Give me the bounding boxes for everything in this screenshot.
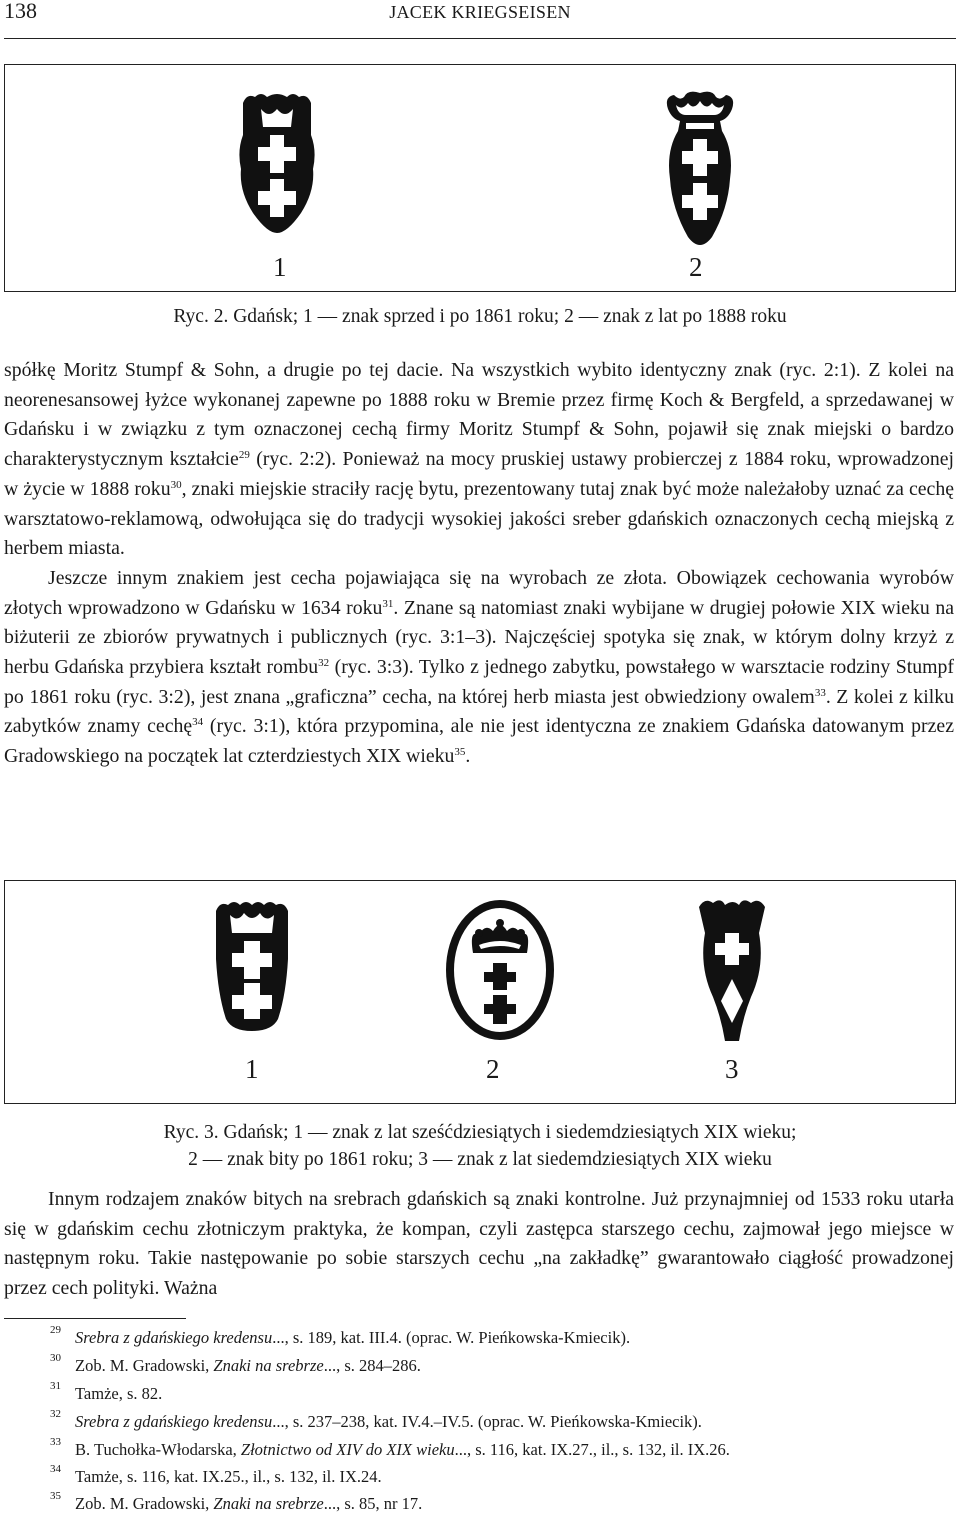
running-header bbox=[4, 0, 956, 39]
running-head-author: JACEK KRIEGSEISEN bbox=[389, 2, 571, 22]
gdansk-hallmark-rhombus-icon bbox=[695, 897, 769, 1045]
figure-3-caption-line-1: Ryc. 3. Gdańsk; 1 — znak z lat sześćdziesiątych i siedemdziesiątych XIX wieku; bbox=[163, 1122, 797, 1143]
footnote-ref-31[interactable]: 31 bbox=[382, 597, 394, 610]
footnote-ref-32[interactable]: 32 bbox=[318, 657, 330, 670]
figure-3-frame bbox=[4, 880, 956, 1104]
figure-3-label-1: 1 bbox=[245, 1054, 259, 1084]
paragraph-2: Jeszcze innym znakiem jest cecha pojawiająca się na wyrobach ze złota. Obowiązek cechowania wyrobów złotych wprowadzono w Gdańsku w 1634 roku$^{31}$. Znane są natomiast znaki wybijane w drugiej połowie XIX wieku na biżuterii ze zbiorów prywatnych i publicznych (ryc. 3:1–3). Najczęściej spotyka się znak, w którym dolny krzyż z herbu Gdańska przybiera kształt rombu$^{32}$ (ryc. 3:3). Tylko z jednego zabytku, powstałego w warsztacie rodziny Stumpf po 1861 roku (ryc. 3:2), jest znana „graficzna” cecha, na której herb miasta jest obwiedziony owalem$^{33}$. Z kolei z kilku zabytków znamy cechę$^{34}$ (ryc. 3:1), która przypomina, ale nie jest identyczna ze znakiem Gdańska datowanym przez Gradowskiego na początek lat czterdziestych XIX wieku$^{35}$. bbox=[4, 566, 955, 768]
gdansk-hallmark-shield-icon bbox=[212, 901, 292, 1033]
footnote-ref-29[interactable]: 29 bbox=[238, 449, 250, 462]
gdansk-hallmark-crowned-shield-icon bbox=[662, 91, 738, 245]
figure-2-label-2: 2 bbox=[689, 252, 703, 282]
footnote-ref-35[interactable]: 35 bbox=[454, 746, 466, 759]
footnote-ref-30[interactable]: 30 bbox=[170, 478, 182, 491]
paragraph-1: spółkę Moritz Stumpf & Sohn, a drugie po tej dacie. Na wszystkich wybito identyczny znak (ryc. 2:1). Z kolei na neorenesansowej łyżce wykonanej zapewne po 1888 roku w Bremie przez firmę Koch & Bergfeld, a sprzedawanej w Gdańsku i w związku z tym oznaczonej cechą firmy Moritz Stumpf & Sohn, pojawił się znak miejski o bardzo charakterystycznym kształcie$^{29}$ (ryc. 2:2). Ponieważ na mocy pruskiej ustawy probierczej z 1884 roku, wprowadzonej w życie w 1888 roku$^{30}$, znaki miejskie straciły rację bytu, prezentowany tutaj znak być może należałoby uznać za cechę warsztatowo-reklamową, odwołująca się do tradycji wysokiej jakości sreber gdańskich oznaczonych cechą miejską z herbem miasta. bbox=[4, 359, 955, 560]
figure-3-label-3: 3 bbox=[725, 1054, 739, 1084]
gdansk-hallmark-oval-icon bbox=[445, 899, 555, 1041]
footnote-separator bbox=[4, 1318, 186, 1319]
paragraph-3: Innym rodzajem znaków bitych na srebrach gdańskich są znaki kontrolne. Już przynajmniej od 1533 roku utarła się w gdańskim cechu złotniczym praktyka, że kompan, czyli zastępca starszego cechu, zajmował jego miejsce w następnym roku. Takie następowanie po sobie starszych cechu „na zakładkę” gwarantowało ciągłość prowadzonej przez cech polityki. Ważna bbox=[4, 1188, 954, 1300]
figure-2-caption: Ryc. 2. Gdańsk; 1 — znak sprzed i po 1861 roku; 2 — znak z lat po 1888 roku bbox=[173, 306, 787, 327]
figure-3-caption-line-2: 2 — znak bity po 1861 roku; 3 — znak z lat siedemdziesiątych XIX wieku bbox=[188, 1149, 772, 1170]
body-text-1 bbox=[4, 356, 954, 772]
figure-2-frame bbox=[4, 64, 956, 292]
page-number: 138 bbox=[4, 0, 37, 23]
figure-3-label-2: 2 bbox=[486, 1054, 500, 1084]
gdansk-hallmark-shield-icon bbox=[237, 91, 317, 235]
footnote-ref-34[interactable]: 34 bbox=[192, 716, 204, 729]
footnote-ref-33[interactable]: 33 bbox=[814, 686, 826, 699]
figure-2-label-1: 1 bbox=[273, 252, 287, 282]
